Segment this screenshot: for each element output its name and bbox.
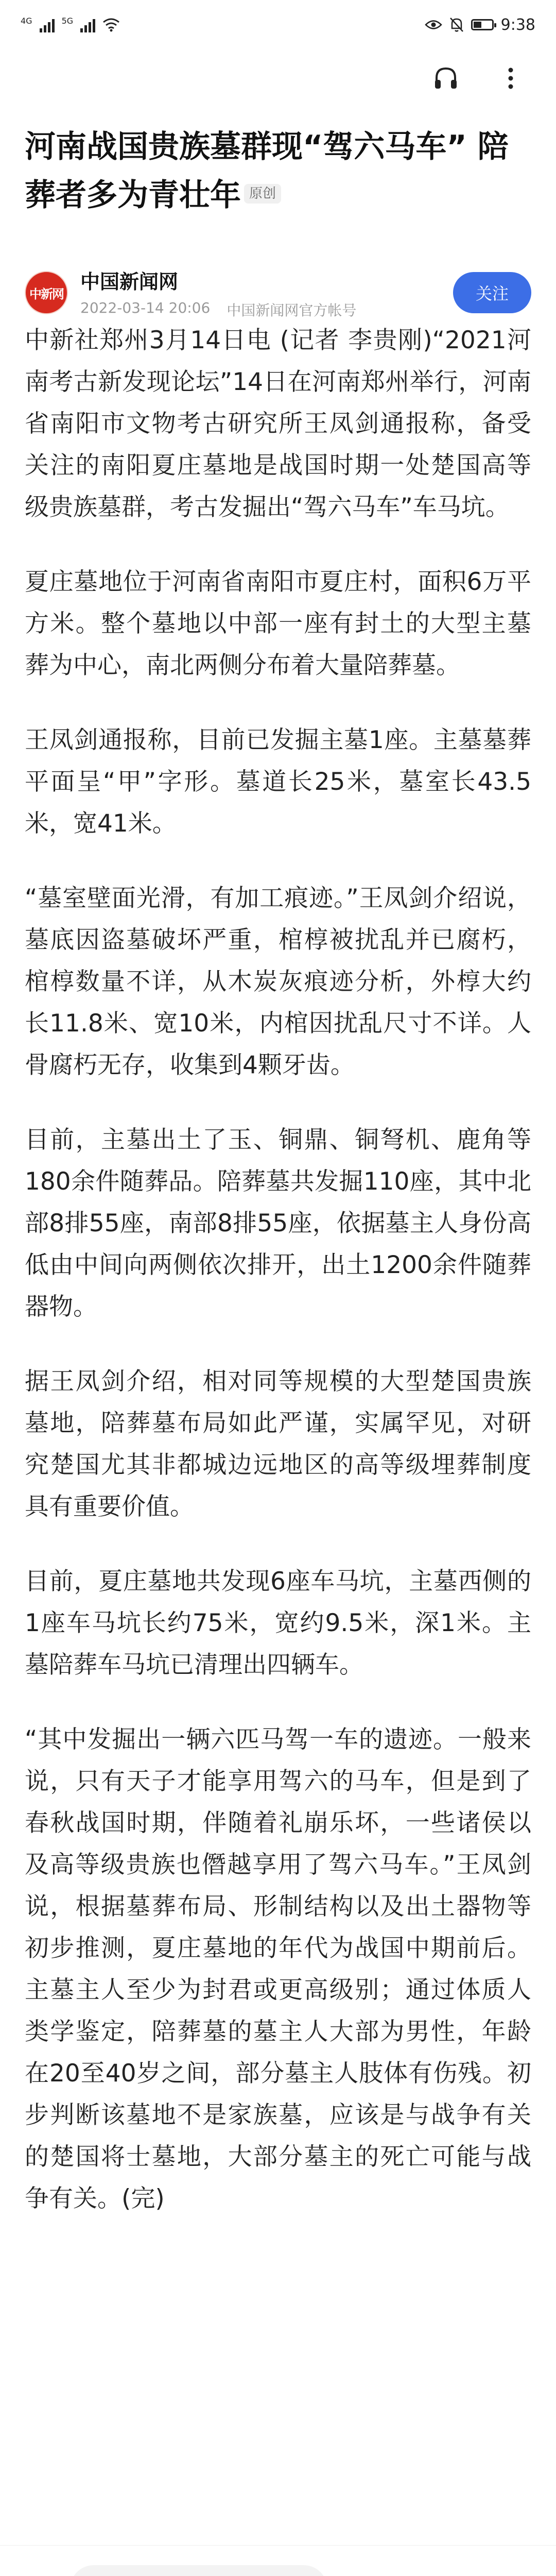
- paragraph: 王凤剑通报称，目前已发掘主墓1座。主墓墓葬平面呈“甲”字形。墓道长25米，墓室长43.5米，宽41米。: [25, 726, 531, 838]
- battery-icon: [471, 19, 494, 30]
- paragraph: 目前，主墓出土了玉、铜鼎、铜弩机、鹿角等180余件随葬品。陪葬墓共发掘110座，其中北部8排55座，南部8排55座，依据墓主人身份高低由中间向两侧依次排开，出土1200余件随葬器物。: [25, 1126, 531, 1321]
- publish-datetime: 2022-03-14 20:06: [80, 299, 211, 316]
- paragraph: “其中发掘出一辆六匹马驾一车的遗迹。一般来说，只有天子才能享用驾六的马车，但是到了春秋战国时期，伴随着礼崩乐坏，一些诸侯以及高等级贵族也僭越享用了驾六马车。”王凤剑说，根据墓葬布局、形制结构以及出土器物等初步推测，夏庄墓地的年代为战国中期前后。主墓主人至少为封君或更高级别；通过体质人类学鉴定，陪葬墓的墓主人大部为男性，年龄在20至40岁之间，部分墓主人肢体有伤残。初步判断该墓地不是家族墓，应该是与战争有关的楚国将士墓地，大部分墓主的死亡可能与战争有关。(完): [25, 1725, 531, 2213]
- paragraph: 据王凤剑介绍，相对同等规模的大型楚国贵族墓地，陪葬墓布局如此严谨，实属罕见，对研究楚国尤其非都城边远地区的高等级埋葬制度具有重要价值。: [25, 1367, 531, 1521]
- author-row: [25, 262, 531, 324]
- paragraph: 中新社郑州3月14日电 (记者 李贵刚)“2021河南考古新发现论坛”14日在河南郑州举行，河南省南阳市文物考古研究所王凤剑通报称，备受关注的南阳夏庄墓地是战国时期一处楚国高等级贵族墓群，考古发掘出“驾六马车”车马坑。: [25, 326, 531, 521]
- more-options-icon[interactable]: [496, 64, 525, 93]
- status-bar: [0, 0, 556, 49]
- bottom-bar: [0, 2545, 556, 2576]
- author-info: [80, 266, 356, 320]
- status-right: [425, 16, 535, 34]
- clock: 9:38: [500, 15, 535, 34]
- paragraph: “墓室壁面光滑，有加工痕迹。”王凤剑介绍说，墓底因盗墓破坏严重，棺椁被扰乱并已腐朽，棺椁数量不详，从木炭灰痕迹分析，外椁大约长11.8米、宽10米，内棺因扰乱尺寸不详。人骨腐朽无存，收集到4颗牙齿。: [25, 884, 531, 1079]
- article-title-text: 河南战国贵族墓群现“驾六马车” 陪葬者多为青壮年: [25, 129, 509, 213]
- signal-icon-2: [80, 17, 95, 32]
- favorite-star-icon[interactable]: [435, 2574, 463, 2576]
- author-name[interactable]: 中国新闻网: [80, 270, 179, 293]
- comment-input[interactable]: [70, 2565, 327, 2576]
- article-title: [25, 123, 531, 219]
- author-meta: [80, 299, 356, 320]
- signal-icon: [40, 17, 55, 32]
- mute-bell-icon: [449, 17, 464, 32]
- author-avatar[interactable]: [25, 271, 68, 314]
- share-icon[interactable]: [496, 2574, 525, 2576]
- paragraph: 夏庄墓地位于河南省南阳市夏庄村，面积6万平方米。整个墓地以中部一座有封土的大型主墓葬为中心，南北两侧分布着大量陪葬墓。: [25, 568, 531, 680]
- author-logo-text: 中新网: [29, 286, 63, 301]
- bottom-icons: [373, 2574, 535, 2576]
- network-type-1: 4G: [21, 16, 32, 26]
- wifi-icon: [102, 18, 120, 32]
- back-icon[interactable]: [21, 2574, 49, 2576]
- follow-button[interactable]: 关注: [453, 272, 531, 313]
- paragraph: 目前，夏庄墓地共发现6座车马坑，主墓西侧的1座车马坑长约75米，宽约9.5米，深1米。主墓陪葬车马坑已清理出四辆车。: [25, 1567, 531, 1679]
- author-account: 中国新闻网官方帐号: [227, 301, 357, 319]
- top-action-bar: [0, 49, 556, 107]
- network-type-2: 5G: [61, 16, 74, 26]
- article-body: [25, 319, 531, 2252]
- status-left: [21, 17, 120, 32]
- headphones-icon[interactable]: [431, 64, 460, 93]
- eye-icon: [425, 19, 442, 30]
- original-badge: 原创: [244, 184, 281, 204]
- comment-icon[interactable]: [373, 2574, 402, 2576]
